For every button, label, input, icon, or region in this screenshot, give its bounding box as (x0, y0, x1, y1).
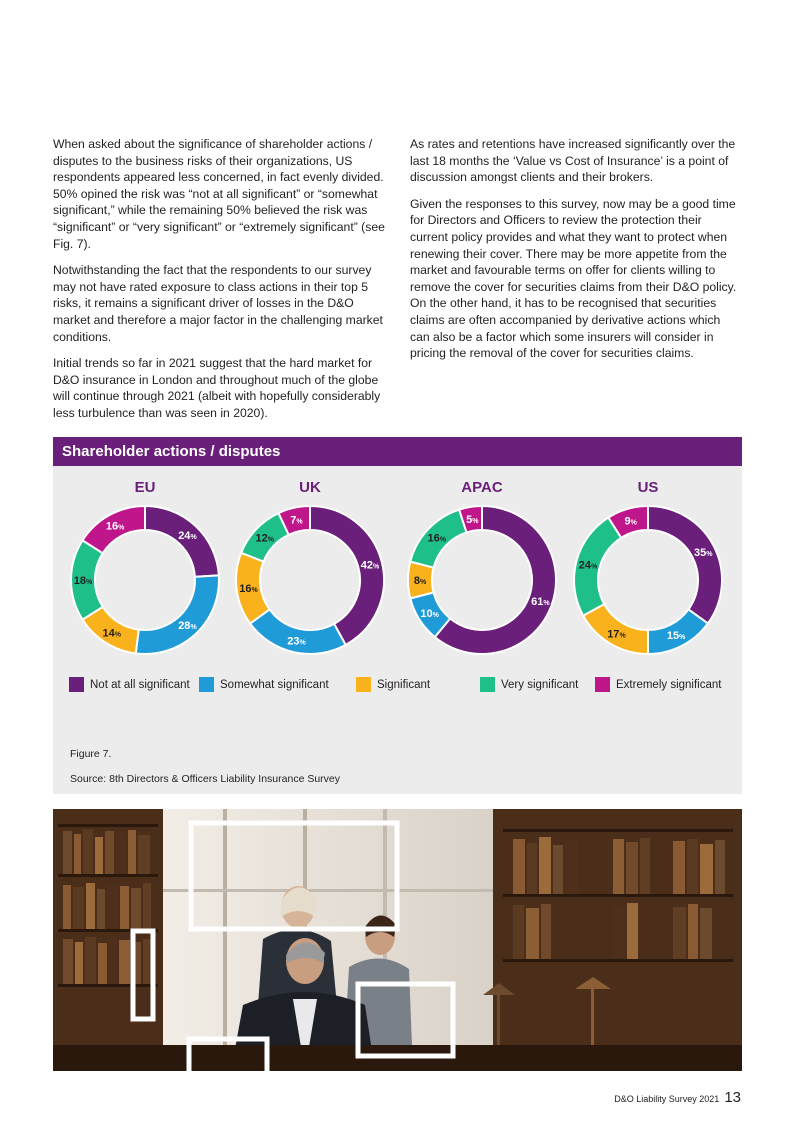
legend-label: Significant (377, 678, 431, 691)
legend-label: Not at all significant (90, 678, 190, 691)
figure-header (53, 437, 742, 466)
region-label: US (637, 479, 659, 496)
data-label: 9% (624, 515, 637, 528)
data-label: 42% (360, 559, 380, 572)
figure-caption: Figure 7. (70, 748, 112, 760)
photo-illustration (53, 809, 742, 1071)
data-label: 24% (178, 529, 197, 542)
legend-item (356, 677, 430, 692)
data-label: 15% (666, 630, 686, 643)
region-label: EU (134, 479, 156, 496)
donut-slice (648, 506, 722, 623)
donut-slice (136, 575, 219, 654)
data-label: 14% (102, 627, 122, 640)
footer-label: D&O Liability Survey 2021 (614, 1094, 720, 1104)
data-label: 16% (105, 520, 125, 533)
legend-swatch (69, 677, 84, 692)
legend-swatch (480, 677, 495, 692)
figure-7 (53, 437, 742, 794)
paragraph: Notwithstanding the fact that the respondents to our survey may not have rated exposure to class actions in their top 5 risks, it remains a significant driver of losses in the D&O market and therefore a major factor in the challenging market conditions. (53, 263, 383, 344)
paragraph: When asked about the significance of shareholder actions / disputes to the business risks of their organizations, US respondents appeared less concerned, in fact evenly divided. 50% opined the risk was “not at all significant” or “somewhat significant,” while the remaining 50% believed the risk was “significant” or “very significant” or “extremely significant” (see Fig. 7). (53, 137, 385, 251)
data-label: 7% (290, 514, 303, 527)
data-label: 16% (427, 532, 447, 545)
region-label: APAC (461, 479, 503, 496)
legend-item (480, 677, 578, 692)
left-column (53, 136, 388, 432)
data-label: 18% (73, 575, 93, 587)
right-column (410, 136, 743, 372)
region-label: UK (299, 479, 321, 496)
data-label: 10% (420, 608, 439, 621)
donut-slice (310, 506, 384, 645)
data-label: 61% (531, 596, 550, 609)
legend-item (69, 677, 190, 692)
legend-label: Very significant (501, 678, 579, 691)
figure-title: Shareholder actions / disputes (62, 443, 281, 460)
legend-swatch (356, 677, 371, 692)
data-label: 12% (255, 532, 275, 545)
office-library-photo (53, 809, 742, 1071)
data-label: 17% (607, 628, 626, 641)
donut-charts (53, 437, 742, 672)
paragraph: As rates and retentions have increased significantly over the last 18 months the ‘Value vs Cost of Insurance’ is a point of discussion amongst clients and their brokers. (410, 137, 736, 185)
data-label: 28% (178, 620, 197, 633)
page-footer (614, 1089, 741, 1106)
data-label: 16% (239, 582, 258, 595)
data-label: 23% (287, 635, 306, 648)
chart-legend (69, 677, 739, 693)
page-number: 13 (724, 1089, 741, 1106)
legend-swatch (595, 677, 610, 692)
data-label: 35% (694, 546, 713, 559)
data-label: 5% (466, 513, 479, 526)
data-label: 8% (413, 575, 427, 587)
figure-source: Source: 8th Directors & Officers Liability Insurance Survey (70, 773, 341, 785)
legend-item (199, 677, 329, 692)
data-label: 24% (578, 559, 598, 572)
legend-label: Extremely significant (616, 678, 722, 691)
legend-swatch (199, 677, 214, 692)
legend-item (595, 677, 721, 692)
paragraph: Initial trends so far in 2021 suggest that the hard market for D&O insurance in London and throughout much of the globe will continue through 2021 (albeit with hopefully considerably less turbulence than was seen in 2020). (53, 356, 381, 420)
paragraph: Given the responses to this survey, now may be a good time for Directors and Officers to review the protection their current policy provides and what they want to protect when renewing their cover. There may be more appetite from the market and favourable terms on offer for clients willing to remove the cover for securities claims from their D&O policy. On the other hand, it has to be recognised that securities claims are often accompanied by derivative actions which can also be a factor which some insurers will consider in pricing the removal of the cover for securities claims. (410, 196, 737, 361)
legend-label: Somewhat significant (220, 678, 329, 691)
